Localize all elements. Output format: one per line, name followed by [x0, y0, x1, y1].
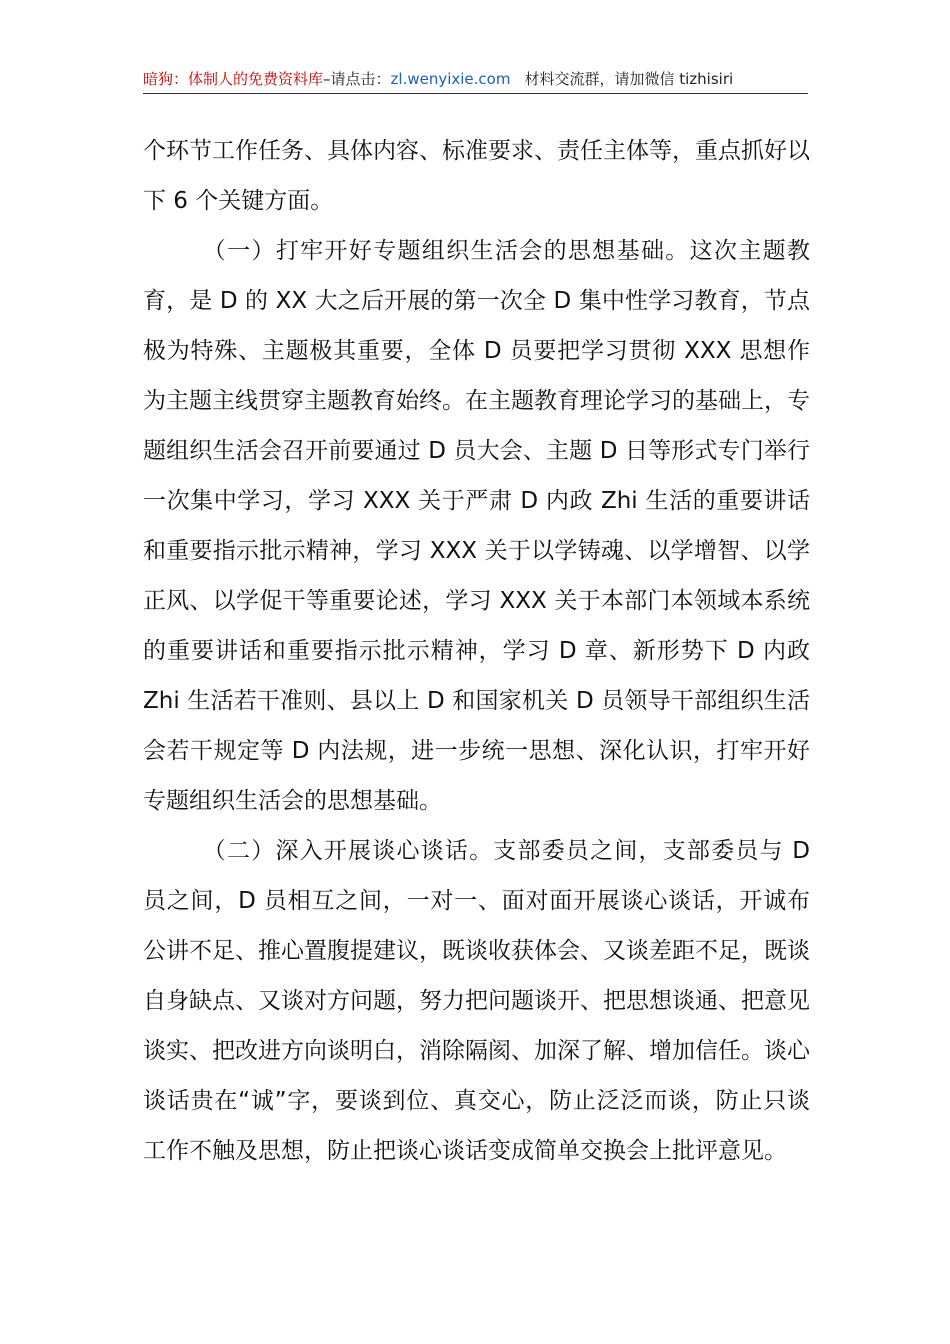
header-click-prompt: –请点击： — [323, 70, 391, 88]
page-header — [143, 68, 808, 94]
header-site-link[interactable]: zl.wenyixie.com — [390, 70, 511, 88]
header-group-note: 材料交流群，请加微信 tizhisiri — [524, 70, 734, 88]
document-body — [143, 126, 810, 1176]
paragraph-section-2: （二）深入开展谈心谈话。支部委员之间，支部委员与 D 员之间，D 员相互之间，一对一、面对面开展谈心谈话，开诚布公讲不足、推心置腹提建议，既谈收获体会、又谈差距不足，既谈自身缺点、又谈对方问题，努力把问题谈开、把思想谈通、把意见谈实、把改进方向谈明白，消除隔阂、加深了解、增加信任。谈心谈话贵在“诚”字，要谈到位、真交心，防止泛泛而谈，防止只谈工作不触及思想，防止把谈心谈话变成简单交换会上批评意见。 — [143, 838, 810, 1164]
paragraph-section-1: （一）打牢开好专题组织生活会的思想基础。这次主题教育，是 D 的 XX 大之后开展的第一次全 D 集中性学习教育，节点极为特殊、主题极其重要，全体 D 员要把学习贯彻 XXX 思想作为主题主线贯穿主题教育始终。在主题教育理论学习的基础上，专题组织生活会召开前要通过 D 员大会、主题 D 日等形式专门举行一次集中学习，学习 XXX 关于严肃 D 内政 Zhi 生活的重要讲话和重要指示批示精神，学习 XXX 关于以学铸魂、以学增智、以学正风、以学促干等重要论述，学习 XXX 关于本部门本领域本系统的重要讲话和重要指示批示精神，学习 D 章、新形势下 D 内政 Zhi 生活若干准则、县以上 D 和国家机关 D 员领导干部组织生活会若干规定等 D 内法规，进一步统一思想、深化认识，打牢开好专题组织生活会的思想基础。 — [143, 238, 810, 814]
header-site-title: 暗狗：体制人的免费资料库 — [143, 70, 324, 88]
paragraph-continued: 个环节工作任务、具体内容、标准要求、责任主体等，重点抓好以下 6 个关键方面。 — [143, 138, 810, 214]
